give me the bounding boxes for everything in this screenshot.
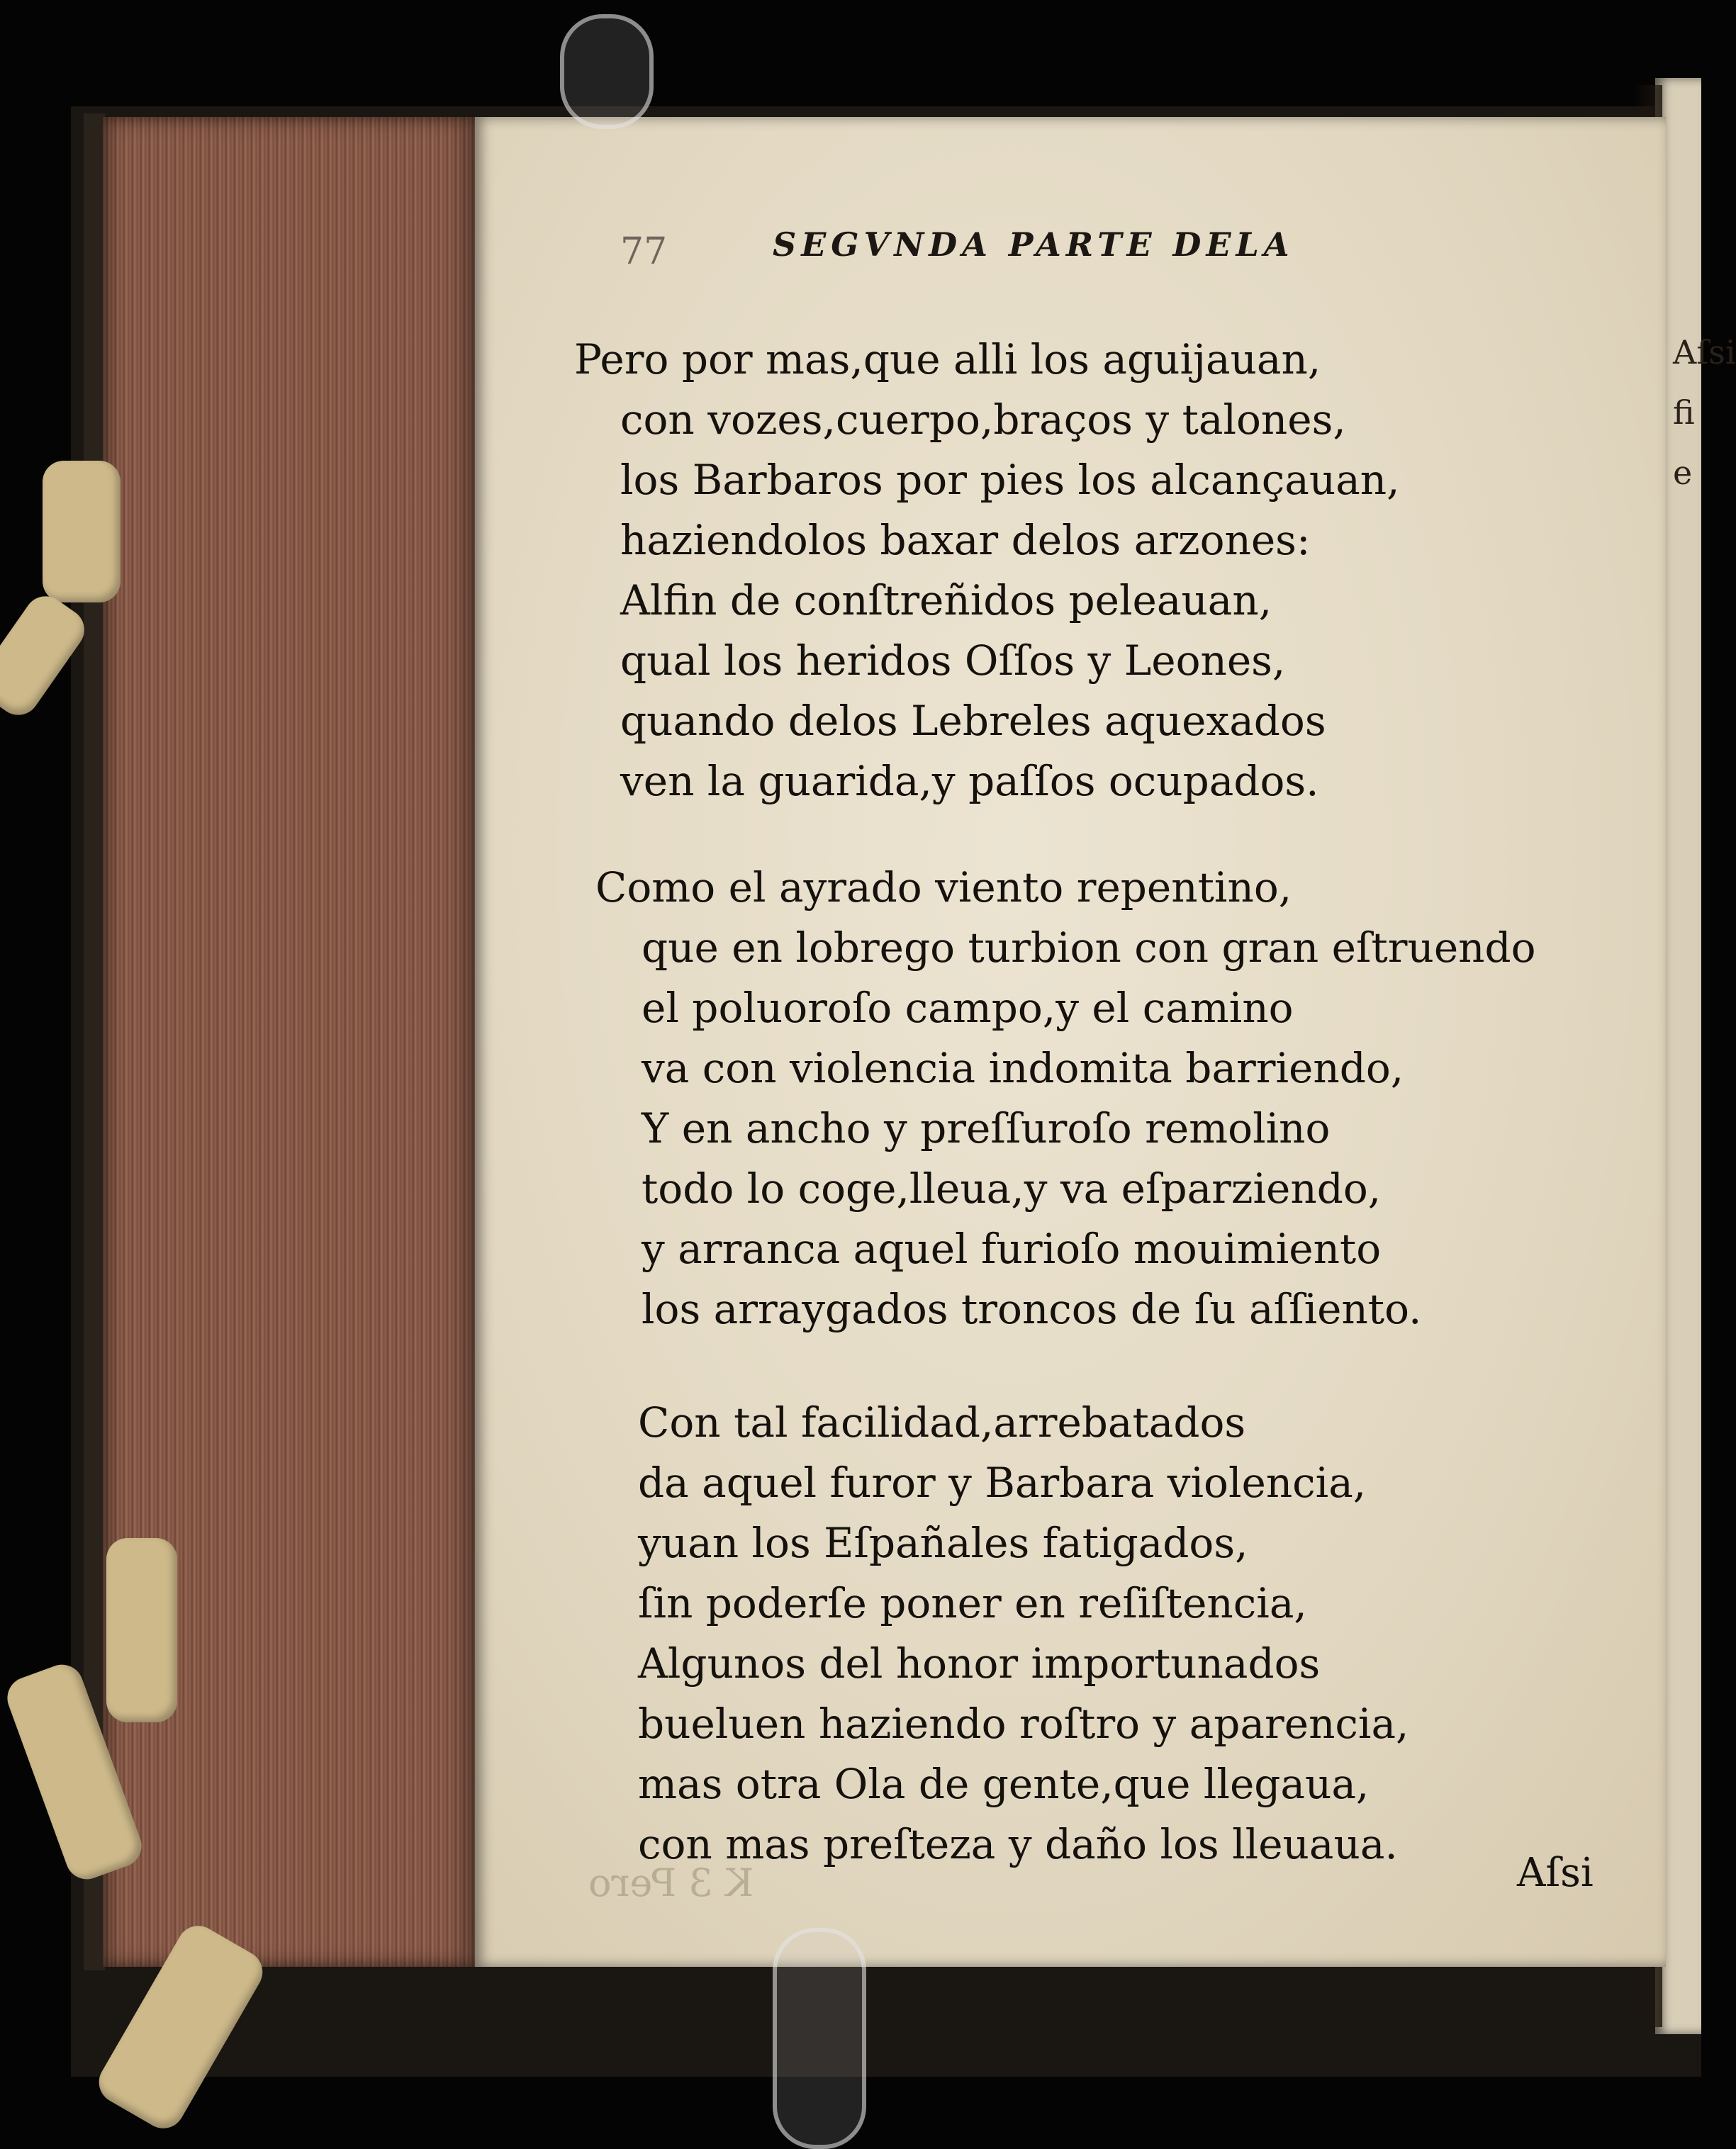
verse-line: y arranca aquel furioſo mouimiento — [642, 1225, 1382, 1273]
verse-line: con mas preſteza y daño los lleuaua. — [638, 1820, 1398, 1868]
verse-line: todo lo coge,lleua,y va eſparziendo, — [642, 1165, 1382, 1213]
verse-line: Alfin de conſtreñidos peleauan, — [620, 576, 1272, 624]
verse-line: el poluoroſo campo,y el camino — [642, 984, 1294, 1032]
running-title: SEGVNDA PARTE DELA — [773, 225, 1294, 264]
verse-line: da aquel furor y Barbara violencia, — [638, 1459, 1367, 1507]
verse-line: yuan los Eſpañales fatigados, — [638, 1519, 1248, 1567]
verse-line: qual los heridos Oſſos y Leones, — [620, 636, 1286, 685]
verse-line: ſin poderſe poner en reſiſtencia, — [638, 1579, 1307, 1627]
verse-line: Pero por mas,que alli los aguijauan, — [574, 335, 1321, 383]
show-through-signature: K 3 Pero — [588, 1861, 754, 1905]
verse-line: ven la guarida,y paſſos ocupados. — [620, 757, 1319, 805]
stanza-1 — [574, 330, 1400, 812]
verse-line: haziendolos baxar delos arzones: — [620, 516, 1311, 564]
facing-page-text: e — [1673, 454, 1693, 492]
verse-line: que en lobrego turbion con gran eſtruendo — [642, 924, 1536, 972]
stanza-3 — [638, 1393, 1409, 1875]
top-page-clip — [560, 14, 654, 129]
verse-line: quando delos Lebreles aquexados — [620, 697, 1326, 745]
verse-line: Con tal facilidad,arrebatados — [638, 1398, 1246, 1447]
bottom-fabric-tie — [106, 1538, 177, 1722]
verse-line: Y en ancho y preſſuroſo remolino — [642, 1104, 1331, 1152]
folio-number: 77 — [620, 230, 668, 273]
verse-line: con vozes,cuerpo,braços y talones, — [620, 395, 1346, 444]
verse-line: Algunos del honor importunados — [638, 1639, 1321, 1688]
verse-line: los Barbaros por pies los alcançauan, — [620, 456, 1400, 504]
verse-line: Como el ayrado viento repentino, — [595, 863, 1292, 911]
verse-line: los arraygados troncos de ſu aſſiento. — [642, 1285, 1422, 1333]
catchword: Aſsi — [1517, 1850, 1594, 1896]
top-fabric-tie — [43, 461, 121, 602]
verse-line: va con violencia indomita barriendo, — [642, 1044, 1404, 1092]
verse-line: bueluen haziendo roſtro y aparencia, — [638, 1700, 1409, 1748]
verse-line: mas otra Ola de gente,que llegaua, — [638, 1760, 1370, 1808]
facing-page-text: Aſsi — [1673, 333, 1736, 371]
stanza-2 — [595, 858, 1536, 1340]
facing-page-text: fi — [1673, 393, 1695, 432]
bottom-page-clip — [773, 1928, 866, 2149]
